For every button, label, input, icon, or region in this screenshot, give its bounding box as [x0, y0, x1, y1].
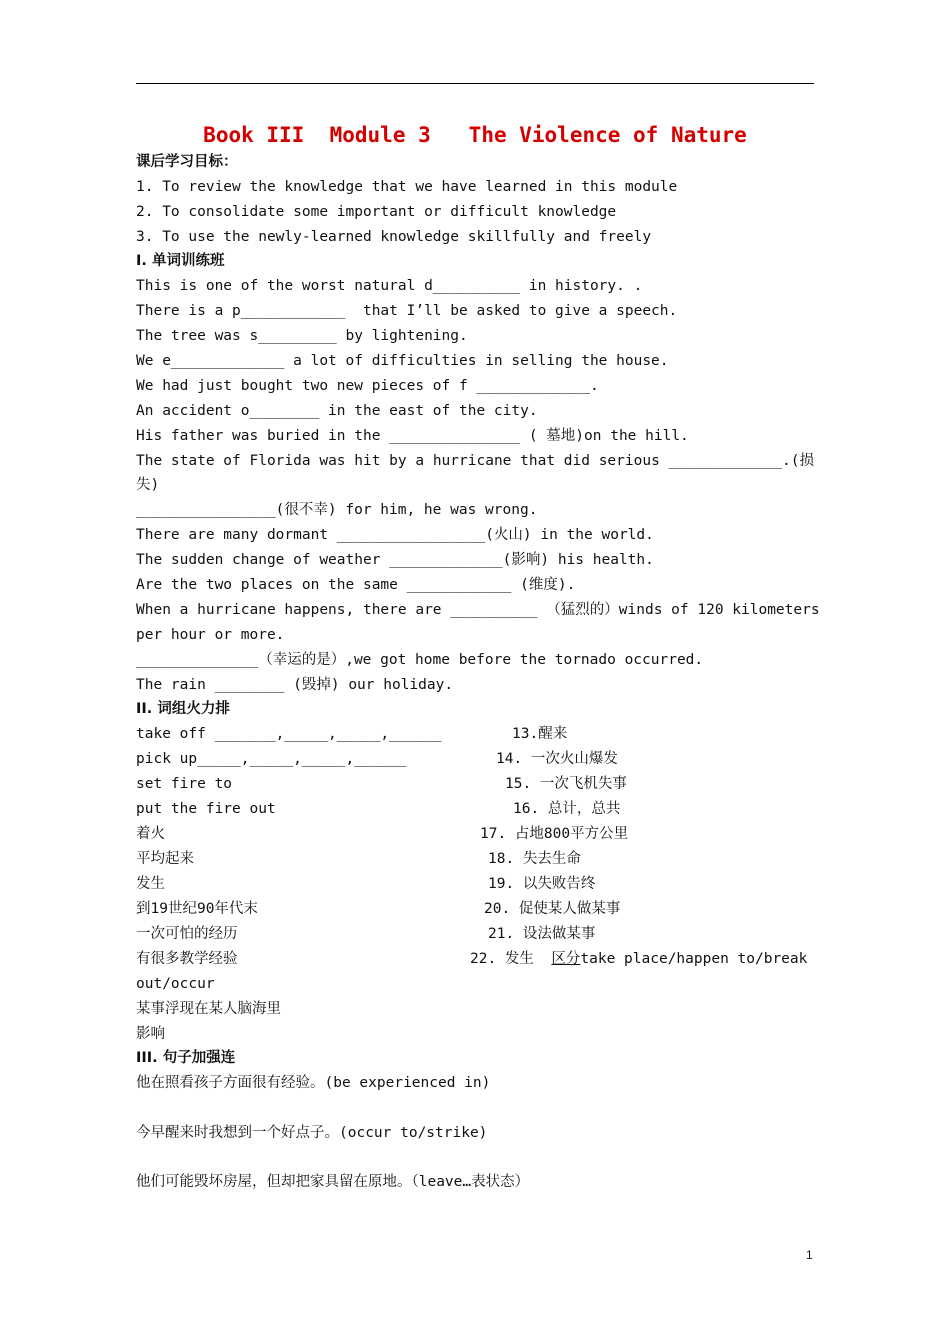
goals-heading: 课后学习目标：: [136, 154, 238, 170]
goal-item: 2. To consolidate some important or difficult knowledge: [136, 204, 617, 220]
goal-item: 1. To review the knowledge that we have learned in this module: [136, 179, 678, 195]
phrase-item: 影响: [136, 1026, 165, 1042]
exercise-line: An accident o________ in the east of the city.: [136, 403, 538, 419]
phrase-item-22: [470, 949, 807, 969]
exercise-line: We had just bought two new pieces of f _____________.: [136, 378, 599, 394]
exercise-line: Are the two places on the same ____________ (维度).: [136, 577, 576, 593]
phrase-item-right: 16. 总计，总共: [513, 801, 621, 817]
page-number: 1: [806, 1248, 813, 1262]
phrase-item: take off _______,_____,_____,______: [136, 726, 442, 742]
item22-rest: take place/happen to/break: [580, 951, 808, 967]
phrase-item: out/occur: [136, 976, 215, 992]
phrase-item: 平均起来: [136, 851, 194, 867]
phrase-item: 着火: [136, 826, 165, 842]
goal-item: 3. To use the newly-learned knowledge skillfully and freely: [136, 229, 652, 245]
phrase-item: 一次可怕的经历: [136, 926, 238, 942]
phrase-item: pick up_____,_____,_____,______: [136, 751, 407, 767]
phrase-item-right: 21. 设法做某事: [488, 926, 596, 942]
phrase-item: 某事浮现在某人脑海里: [136, 1001, 281, 1017]
sentence-item: 他在照看孩子方面很有经验。(be experienced in): [136, 1075, 491, 1091]
exercise-line: per hour or more.: [136, 627, 285, 643]
phrase-item: 到19世纪90年代末: [136, 901, 258, 917]
exercise-line: ________________(很不幸) for him, he was wrong.: [136, 502, 538, 518]
exercise-line: This is one of the worst natural d__________ in history. .: [136, 278, 643, 294]
phrase-item-right: 18. 失去生命: [488, 851, 581, 867]
exercise-line: The sudden change of weather _____________(影响) his health.: [136, 552, 654, 568]
exercise-line: There is a p____________ that I’ll be asked to give a speech.: [136, 303, 678, 319]
exercise-line: The state of Florida was hit by a hurricane that did serious _____________.(损: [136, 453, 814, 469]
page-title: Book III Module 3 The Violence of Nature: [203, 123, 747, 147]
phrase-item: set fire to: [136, 776, 233, 792]
phrase-item: put the fire out: [136, 801, 276, 817]
section-heading-sentences: III. 句子加强连: [136, 1050, 236, 1066]
sentence-item: 他们可能毁坏房屋，但却把家具留在原地。（leave…表状态）: [136, 1174, 530, 1190]
phrase-item: 发生: [136, 876, 165, 892]
phrase-item-right: 14. 一次火山爆发: [496, 751, 618, 767]
exercise-line: When a hurricane happens, there are __________ （猛烈的）winds of 120 kilometers: [136, 602, 820, 618]
phrase-item: 有很多教学经验: [136, 951, 238, 967]
exercise-line: There are many dormant _________________(火山) in the world.: [136, 527, 654, 543]
phrase-item-right: 13.醒来: [512, 726, 568, 742]
sentence-item: 今早醒来时我想到一个好点子。(occur to/strike): [136, 1125, 488, 1141]
item22-number: 22. 发生: [470, 951, 534, 967]
phrase-item-right: 20. 促使某人做某事: [484, 901, 621, 917]
phrase-item-right: 17. 占地800平方公里: [480, 826, 629, 842]
exercise-line: ______________（幸运的是）,we got home before the tornado occurred.: [136, 652, 704, 668]
exercise-line: His father was buried in the _______________ ( 墓地)on the hill.: [136, 428, 689, 444]
phrase-item-right: 15. 一次飞机失事: [505, 776, 627, 792]
phrase-item-right: 19. 以失败告终: [488, 876, 596, 892]
exercise-line: We e_____________ a lot of difficulties in selling the house.: [136, 353, 669, 369]
exercise-line: 失): [136, 477, 160, 493]
section-heading-vocab: I. 单词训练班: [136, 253, 225, 269]
section-heading-phrases: II. 词组火力排: [136, 701, 230, 717]
exercise-line: The rain ________ (毁掉) our holiday.: [136, 677, 454, 693]
item22-underlined-word: 区分: [551, 951, 581, 967]
header-rule: [136, 83, 814, 84]
exercise-line: The tree was s_________ by lightening.: [136, 328, 468, 344]
